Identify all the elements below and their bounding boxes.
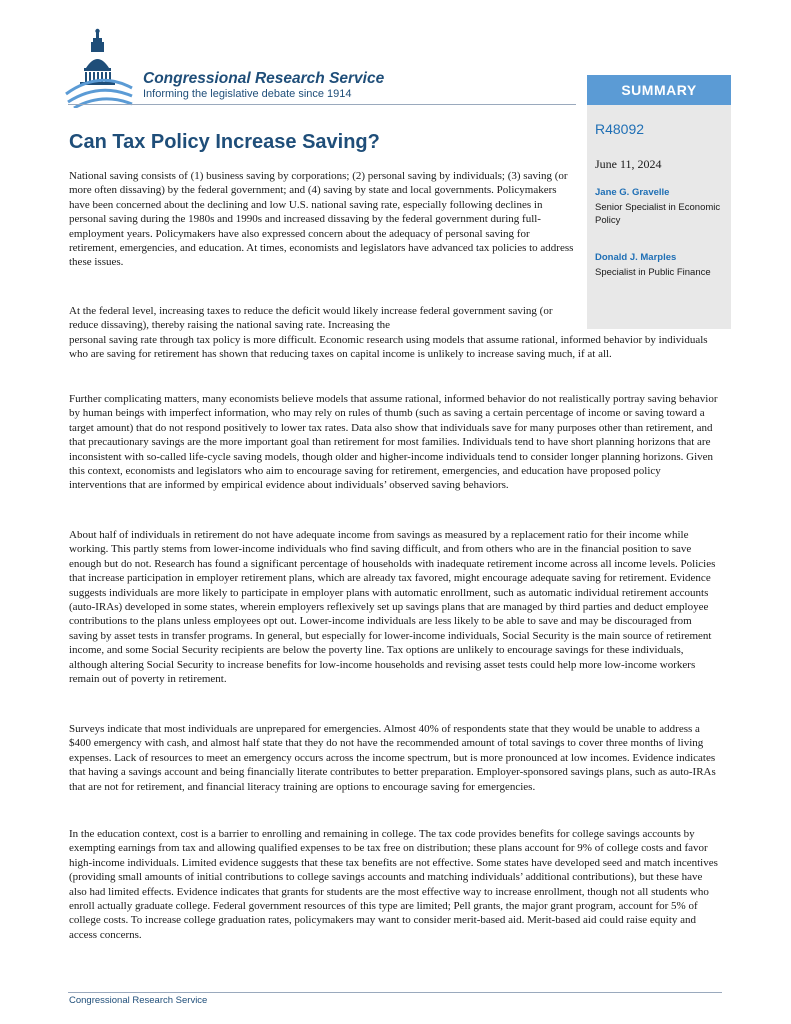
report-id: R48092: [595, 121, 645, 137]
author-title: Specialist in Public Finance: [595, 267, 711, 278]
body-paragraph: In the education context, cost is a barrier to enrolling and remaining in college. The tax code provides benefits for college savings accounts by exempting earnings from tax and allowing qualified expenses to be tax free on distribution; these plans account for 9% of college costs and favor high-income individuals. Limited evidence suggests that these tax benefits are not effective. Some states have developed seed and match incentives (providing small amounts of initial contributions to college savings accounts and matching individuals’ additional contributions), but these have also had limited effects. Evidence indicates that grants for students are the most effective way to increase enrollment, though not all students who enroll actually graduate college. Federal government resources of this type are limited; Pell grants, the major grant program, account for 5% of college costs. To increase college graduation rates, policymakers may want to consider merit-based aid. Merit-based aid could raise equity and access concerns.: [69, 828, 718, 941]
author-title: Senior Specialist in Economic Policy: [595, 202, 721, 226]
footer-org-name: Congressional Research Service: [69, 995, 208, 1006]
org-name: Congressional Research Service: [143, 70, 385, 87]
body-paragraph: Surveys indicate that most individuals are unprepared for emergencies. Almost 40% of respondents state that they would be unable to address a $400 emergency with cash, and almost half state that they do not have the recommended amount of total savings to cover three months of living expenses. Lack of resources to meet an emergency occurs across the income spectrum, but is more pronounced at low incomes. Evidence indicates that having a savings account and being financially literate contributes to better preparation. Employer-sponsored savings plans, such as auto-IRAs that are not for retirement, and financial literacy training are options to encourage saving for emergencies.: [69, 723, 716, 793]
capitol-dome-icon: [64, 28, 134, 108]
org-tagline: Informing the legislative debate since 1914: [143, 88, 352, 100]
author-name: Jane G. Gravelle: [595, 187, 670, 198]
page-title: Can Tax Policy Increase Saving?: [69, 131, 380, 153]
header-divider: [68, 104, 576, 105]
footer-divider: [68, 992, 722, 993]
body-paragraph: At the federal level, increasing taxes to reduce the deficit would likely increase federal government saving (or reduce dissaving), thereby raising the national saving rate. Increasing the: [69, 305, 553, 332]
author-name: Donald J. Marples: [595, 252, 677, 263]
summary-banner: SUMMARY: [587, 75, 731, 105]
report-date: June 11, 2024: [595, 157, 662, 171]
body-paragraph: National saving consists of (1) business saving by corporations; (2) personal saving by individuals; (3) saving (or more often dissaving) by the federal government; and (4) saving by state and local governments. Policymakers have been concerned about the declining and low U.S. national saving rate, especially following declines in personal saving during the 1980s and 1990s and increased dissaving by the federal government during full-employment years. Policymakers have also expressed concern about the adequacy of personal saving for retirement, emergencies, and education. At times, economists and legislators have advanced tax policies to address these issues.: [69, 170, 574, 269]
body-paragraph: personal saving rate through tax policy is more difficult. Economic research using models that assume rational, informed behavior by individuals who are saving for retirement has shown that reducing taxes on capital income is unlikely to increase saving much, if at all.: [69, 334, 708, 361]
body-paragraph: Further complicating matters, many economists believe models that assume rational, informed behavior do not realistically portray saving behavior by human beings with imperfect information, who may rely on rules of thumb (such as saving a certain percentage of income or saving toward a target amount) that do not respond positively to lower tax rates. Data also show that individuals save for many purposes other than retirement, and that precautionary savings are the more important goal than retirement for most families. Individuals tend to have short planning horizons that are inconsistent with so-called life-cycle saving models, though older and higher-income individuals tend to consider longer planning horizons. Given this context, economists and legislators who aim to encourage saving for retirement, emergencies, and education have proposed policy interventions that are informed by empirical evidence about individuals’ observed saving behaviors.: [69, 393, 718, 492]
body-paragraph: About half of individuals in retirement do not have adequate income from savings as measured by a replacement ratio for their income while working. This partly stems from lower-income individuals who find saving difficult, and from others who are in the financial position to save enough but do not. Research has found a significant percentage of households with inadequate retirement income across all income levels. Policies that increase participation in employer retirement plans, which are already tax favored, might encourage adequate saving for retirement. Evidence suggests individuals are more likely to participate in employer plans with automatic enrollment, such as automatic individual retirement accounts (auto-IRAs) developed in some states, wherein employers reflexively set up savings plans that are managed by third parties and deduct employee contributions to the plans unless employees opt out. Lower-income individuals are less likely to be able to save and may be discouraged from saving by asset tests in transfer programs. In general, but especially for lower-income individuals, Social Security is the main source of retirement income, and some Social Security recipients are below the poverty line. Tax options are unlikely to encourage savings for these individuals, although altering Social Security to increase benefits for low-income households and revising asset tests could help more low-income workers remain out of poverty in retirement.: [69, 529, 716, 686]
